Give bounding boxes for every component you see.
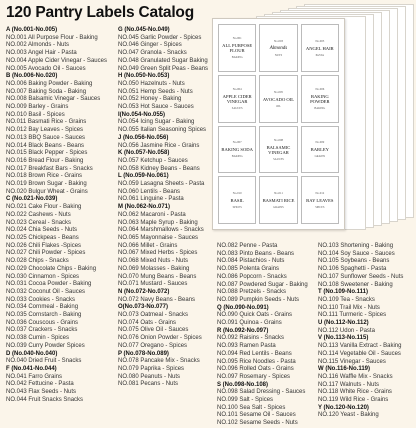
catalog-entry: NO.006 Baking Powder - Baking: [6, 80, 93, 87]
catalog-entry: NO.116 Waffle Mix - Snacks: [318, 373, 393, 380]
sheet-label-name: APPLE CIDER VINEGAR: [222, 94, 252, 105]
sheet-label-category: SAUCES: [231, 107, 243, 111]
catalog-entry: NO.098 Salad Dressing - Sauces: [217, 389, 306, 396]
catalog-entry: NO.053 Hot Sauce - Sauces: [118, 104, 194, 111]
sheet-label-category: OIL: [276, 104, 281, 108]
catalog-entry: NO.001 All Purpose Flour - Baking: [6, 34, 98, 41]
catalog-entry: NO.092 Raisins - Snacks: [217, 335, 285, 342]
catalog-entry: NO.091 Quinoa - Grains: [217, 320, 282, 327]
catalog-entry: NO.069 Molasses - Baking: [118, 265, 190, 272]
catalog-column-4: [318, 243, 403, 420]
catalog-entry: NO.028 Chips - Snacks: [6, 258, 69, 265]
sheet-label-category: NUTS: [274, 53, 283, 57]
section-header: R (No.092-No.097): [217, 327, 269, 334]
catalog-entry: NO.113 Vanilla Extract - Baking: [318, 343, 402, 350]
catalog-entry: NO.115 Vinegar - Sauces: [318, 358, 386, 365]
catalog-entry: NO.026 Chili Flakes -Spices: [6, 242, 82, 249]
sheet-label-number: No.012: [315, 191, 325, 196]
label-sheet-front: [212, 18, 345, 230]
sheet-label: [218, 126, 256, 174]
catalog-entry: NO.063 Maple Syrup - Baking: [118, 219, 198, 226]
sheet-label-name: ALL PURPOSE FLOUR: [222, 43, 253, 54]
catalog-entry: NO.071 Mustard - Sauces: [118, 281, 188, 288]
sheet-label-category: GRAINS: [314, 155, 326, 159]
section-header: V (No.113-No.115): [318, 335, 369, 342]
catalog-entry: NO.084 Pistachios - Nuts: [217, 258, 285, 265]
section-header: I(No.054-No.055): [118, 111, 166, 118]
catalog-entry: NO.025 Chickpeas - Beans: [6, 234, 79, 241]
catalog-entry: NO.024 Chia Seeds - Nuts: [6, 227, 78, 234]
catalog-entry: NO.103 Shortening - Baking: [318, 243, 394, 249]
catalog-entry: NO.051 Hemp Seeds - Nuts: [118, 88, 193, 95]
catalog-entry: NO.089 Pumpkin Seeds - Nuts: [217, 296, 300, 303]
sheet-label-number: No.004: [232, 87, 242, 92]
catalog-entry: NO.073 Oatmeal - Snacks: [118, 312, 189, 319]
catalog-entry: NO.013 BBQ Sauce - Sauces: [6, 134, 86, 141]
sheet-label-number: No.011: [274, 191, 283, 196]
sheet-label-number: No.003: [274, 38, 283, 43]
catalog-entry: NO.096 Rolled Oats - Grains: [217, 366, 294, 373]
sheet-label-name: BALSAMIC VINEGAR: [266, 144, 291, 155]
catalog-entry: NO.074 Oats - Grains: [118, 319, 177, 326]
catalog-entry: NO.058 Kidney Beans - Beans: [118, 165, 200, 172]
catalog-entry: NO.043 Flax Seeds - Nuts: [6, 389, 77, 396]
catalog-entry: NO.055 Italian Seasoning Spices: [118, 127, 207, 134]
catalog-entry: NO.111 Turmeric - Spices: [318, 312, 387, 319]
section-header: J (No.056-No.056): [118, 134, 169, 141]
catalog-entry: NO.038 Cumin - Spices: [6, 335, 70, 342]
catalog-entry: NO.067 Mixed Herbs - Spices: [118, 250, 198, 257]
section-header: M (No.062-No.071): [118, 204, 171, 211]
catalog-entry: NO.049 Green Split Peas - Beans: [118, 65, 209, 72]
sheet-label-name: Almonds: [269, 45, 288, 51]
catalog-entry: NO.119 Wild Rice - Grains: [318, 397, 389, 404]
catalog-entry: NO.008 Balsamic Vinegar - Sauces: [6, 96, 101, 103]
catalog-entry: NO.097 Rosemary - Spices: [217, 373, 291, 380]
catalog-entry: NO.034 Cornmeal - Baking: [6, 304, 79, 311]
catalog-entry: NO.083 Pinto Beans - Beans: [217, 250, 295, 257]
catalog-entry: NO.052 Honey - Baking: [118, 96, 182, 103]
catalog-entry: NO.107 Sunflower Seeds - Nuts: [318, 273, 404, 280]
catalog-entry: NO.117 Walnuts - Nuts: [318, 381, 380, 388]
catalog-entry: NO.106 Spaghetti - Pasta: [318, 266, 387, 273]
catalog-entry: NO.078 Pancake Mix - Snacks: [118, 358, 200, 365]
catalog-entry: NO.044 Fruit Snacks Snacks: [6, 396, 84, 403]
catalog-entry: NO.019 Brown Sugar - Baking: [6, 181, 87, 188]
catalog-column-2: [118, 27, 208, 389]
catalog-entry: NO.056 Jasmine Rice - Grains: [118, 142, 200, 149]
catalog-entry: NO.010 Basil - Spices: [6, 111, 65, 118]
catalog-entry: NO.095 Rice Noodles - Pasta: [217, 358, 296, 365]
catalog-entry: NO.023 Cereal - Snacks: [6, 219, 72, 226]
sheet-label-number: No.005: [274, 89, 283, 94]
section-header: H (No.050-No.053): [118, 73, 170, 80]
section-header: K (No.057-No.058): [118, 150, 170, 157]
catalog-entry: NO.061 Linguine - Pasta: [118, 196, 184, 203]
sheet-label-category: SPICES: [232, 206, 242, 210]
catalog-entry: NO.031 Cocoa Powder - Baking: [6, 281, 92, 288]
catalog-entry: NO.009 Barley - Grains: [6, 104, 69, 111]
sheet-label-number: No.008: [274, 137, 283, 142]
catalog-entry: NO.072 Navy Beans - Beans: [118, 296, 196, 303]
catalog-entry: NO.065 Mayonnaise - Sauces: [118, 234, 199, 241]
catalog-entry: NO.112 Udon - Pasta: [318, 327, 375, 334]
catalog-entry: NO.041 Farro Grains: [6, 373, 63, 380]
catalog-entry: NO.002 Almonds - Nuts: [6, 42, 70, 49]
catalog-entry: NO.068 Mixed Nuts - Nuts: [118, 258, 189, 265]
catalog-entry: NO.030 Cinnamon - Spices: [6, 273, 80, 280]
section-header: Y (No.120-No.120): [318, 404, 369, 411]
catalog-entry: NO.079 Paprika - Spices: [118, 365, 185, 372]
sheet-label-number: No.003: [315, 38, 325, 43]
catalog-entry: NO.108 Sweetener - Baking: [318, 281, 393, 288]
section-header: C (No.021-No.039): [6, 196, 58, 203]
catalog-entry: NO.099 Salt - Spices: [217, 397, 274, 404]
catalog-entry: NO.088 Pretzels - Snacks: [217, 289, 287, 296]
catalog-entry: NO.022 Cashews - Nuts: [6, 211, 71, 218]
section-header: Q (No.090-No.091): [217, 304, 269, 311]
sheet-label-number: No.007: [232, 140, 242, 145]
catalog-entry: NO.021 Cake Flour - Baking: [6, 204, 82, 211]
sheet-label: [218, 176, 256, 224]
catalog-entry: NO.004 Apple Cider Vinegar - Sauces: [6, 57, 107, 64]
catalog-entry: NO.110 Trail Mix - Nuts: [318, 304, 380, 311]
catalog-entry: NO.075 Olive Oil - Sauces: [118, 327, 189, 334]
sheet-label: [259, 75, 297, 123]
label-sheets-illustration: [212, 2, 415, 242]
sheet-label-category: BAKING: [231, 56, 243, 60]
section-header: L (No.059-No.061): [118, 173, 169, 180]
sheet-label-name: AVOCADO OIL: [262, 96, 295, 102]
sheet-label: [259, 126, 297, 174]
catalog-entry: NO.109 Tea - Snacks: [318, 296, 375, 303]
catalog-entry: NO.114 Vegetable Oil - Sauces: [318, 350, 401, 357]
section-header: D (No.040-No.040): [6, 350, 58, 357]
catalog-entry: NO.066 Millet - Grains: [118, 242, 178, 249]
catalog-entry: NO.033 Cookies - Snacks: [6, 296, 76, 303]
section-header: S (No.098-No.108): [217, 381, 269, 388]
catalog-entry: NO.118 White Rice - Grains: [318, 389, 392, 396]
catalog-entry: NO.007 Baking Soda - Baking: [6, 88, 87, 95]
catalog-entry: NO.120 Yeast - Baking: [318, 412, 379, 419]
sheet-label-number: No.001: [232, 36, 242, 41]
catalog-entry: NO.046 Ginger - Spices: [118, 42, 182, 49]
sheet-label-category: BAKING: [231, 155, 243, 159]
catalog-entry: NO.048 Granulated Sugar Baking: [118, 57, 208, 64]
sheet-label-name: BASMATI RICE: [262, 198, 295, 204]
catalog-entry: NO.027 Chili Powder - Spices: [6, 250, 86, 257]
catalog-entry: NO.042 Fettucine - Pasta: [6, 381, 74, 388]
catalog-column-1: [6, 27, 107, 404]
catalog-entry: NO.016 Bread Flour - Baking: [6, 157, 84, 164]
catalog-entry: NO.050 Hazelnuts - Nuts: [118, 80, 185, 87]
catalog-entry: NO.040 Dried Fruit - Snacks: [6, 358, 82, 365]
sheet-label-name: BAY LEAVES: [306, 198, 334, 204]
catalog-entry: NO.105 Soybeans - Beans: [318, 258, 390, 265]
catalog-entry: NO.081 Pecans - Nuts: [118, 381, 179, 388]
catalog-entry: NO.070 Mung Beans - Beans: [118, 273, 197, 280]
sheet-label: [301, 75, 339, 123]
catalog-entry: NO.062 Macaroni - Pasta: [118, 211, 186, 218]
sheet-label-category: BAKING: [314, 107, 326, 111]
section-header: A (No.001-No.005): [6, 27, 58, 33]
sheet-label-name: BAKING SODA: [221, 147, 253, 153]
catalog-entry: NO.037 Crackers - Snacks: [6, 327, 78, 334]
catalog-entry: NO.017 Breakfast Bars - Snacks: [6, 165, 93, 172]
sheet-label-category: SAUCES: [273, 157, 284, 161]
catalog-entry: NO.015 Black Pepper - Spices: [6, 150, 88, 157]
sheet-label-category: SPICES: [315, 206, 325, 210]
catalog-entry: NO.076 Onion Powder - Spices: [118, 335, 202, 342]
sheet-label: [218, 24, 256, 72]
sheet-label: [259, 24, 297, 72]
sheet-label: [301, 176, 339, 224]
catalog-entry: NO.093 Ramen Pasta: [217, 343, 276, 350]
sheet-label-name: BASIL: [230, 198, 244, 204]
sheet-label-name: BARLEY: [310, 147, 329, 153]
catalog-entry: NO.090 Quick Oats - Grains: [217, 312, 293, 319]
sheet-label-number: No.009: [315, 140, 325, 145]
sheet-label-number: No.006: [315, 87, 325, 92]
section-header: O(No.073-No.077): [118, 304, 169, 311]
catalog-entry: NO.018 Brown Rice - Grains: [6, 173, 83, 180]
catalog-entry: NO.003 Angel Hair - Pasta: [6, 50, 77, 57]
catalog-entry: NO.101 Sesame Oil - Sauces: [217, 412, 296, 419]
section-header: B (No.006-No.020): [6, 73, 58, 80]
catalog-entry: NO.045 Garlic Powder - Spices: [118, 34, 202, 41]
sheet-label-category: PASTA: [315, 53, 325, 57]
catalog-entry: NO.014 Black Beans - Beans: [6, 142, 85, 149]
sheet-label-name: BAKING POWDER: [310, 94, 330, 105]
section-header: W (No.116-No.119): [318, 366, 371, 373]
catalog-entry: NO.086 Popcorn - Snacks: [217, 273, 287, 280]
sheet-label: [301, 126, 339, 174]
catalog-entry: NO.100 Sea Salt - Spices: [217, 404, 286, 411]
catalog-entry: NO.047 Granola - Snacks: [118, 50, 187, 57]
section-header: P (No.078-No.089): [118, 350, 169, 357]
catalog-entry: NO.104 Soy Sauce - Sauces: [318, 250, 395, 257]
sheet-label-category: GRAINS: [273, 206, 284, 210]
catalog-entry: NO.054 Icing Sugar - Baking: [118, 119, 195, 126]
catalog-entry: NO.102 Sesame Seeds - Nuts: [217, 420, 298, 427]
section-header: G (No.045-No.049): [118, 27, 170, 33]
catalog-entry: NO.011 Basmati Rice - Grains: [6, 119, 87, 126]
sheet-label-name: ANGEL HAIR: [305, 45, 334, 51]
catalog-entry: NO.059 Lasagna Sheets - Pasta: [118, 181, 205, 188]
sheet-label: [301, 24, 339, 72]
catalog-entry: NO.082 Penne - Pasta: [217, 243, 278, 249]
sheet-label-number: No.010: [232, 191, 242, 196]
catalog-entry: NO.077 Oregano - Spices: [118, 342, 188, 349]
catalog-entry: NO.039 Curry Powder Spices: [6, 342, 85, 349]
catalog-entry: NO.035 Cornstarch - Baking: [6, 312, 82, 319]
sheet-label: [218, 75, 256, 123]
catalog-entry: NO.085 Polenta Grains: [217, 266, 280, 273]
catalog-entry: NO.020 Bulgur Wheat - Grains: [6, 188, 88, 195]
catalog-entry: NO.005 Avocado Oil - Sauces: [6, 65, 86, 72]
section-header: U (No.112-No.112): [318, 320, 369, 327]
catalog-entry: NO.087 Powdered Sugar - Baking: [217, 281, 308, 288]
catalog-entry: NO.032 Coconut Oil - Sauces: [6, 288, 86, 295]
section-header: T (No.109-No.111): [318, 289, 369, 296]
catalog-column-3: [217, 243, 308, 428]
page-title: 120 Pantry Labels Catalog: [6, 4, 194, 21]
section-header: N (No.072-No.072): [118, 288, 170, 295]
catalog-entry: NO.057 Ketchup - Sauces: [118, 157, 188, 164]
catalog-entry: NO.060 Lentils - Beans: [118, 188, 181, 195]
catalog-entry: NO.064 Marshmallows - Snacks: [118, 227, 204, 234]
catalog-entry: NO.094 Red Lentils - Beans: [217, 350, 292, 357]
section-header: F (No.041-No.044): [6, 365, 57, 372]
catalog-entry: NO.036 Couscous - Grains: [6, 319, 79, 326]
sheet-label: [259, 176, 297, 224]
catalog-entry: NO.080 Peanuts - Nuts: [118, 373, 181, 380]
catalog-entry: NO.029 Chocolate Chips - Baking: [6, 265, 97, 272]
catalog-entry: NO.012 Bay Leaves - Spices: [6, 127, 84, 134]
